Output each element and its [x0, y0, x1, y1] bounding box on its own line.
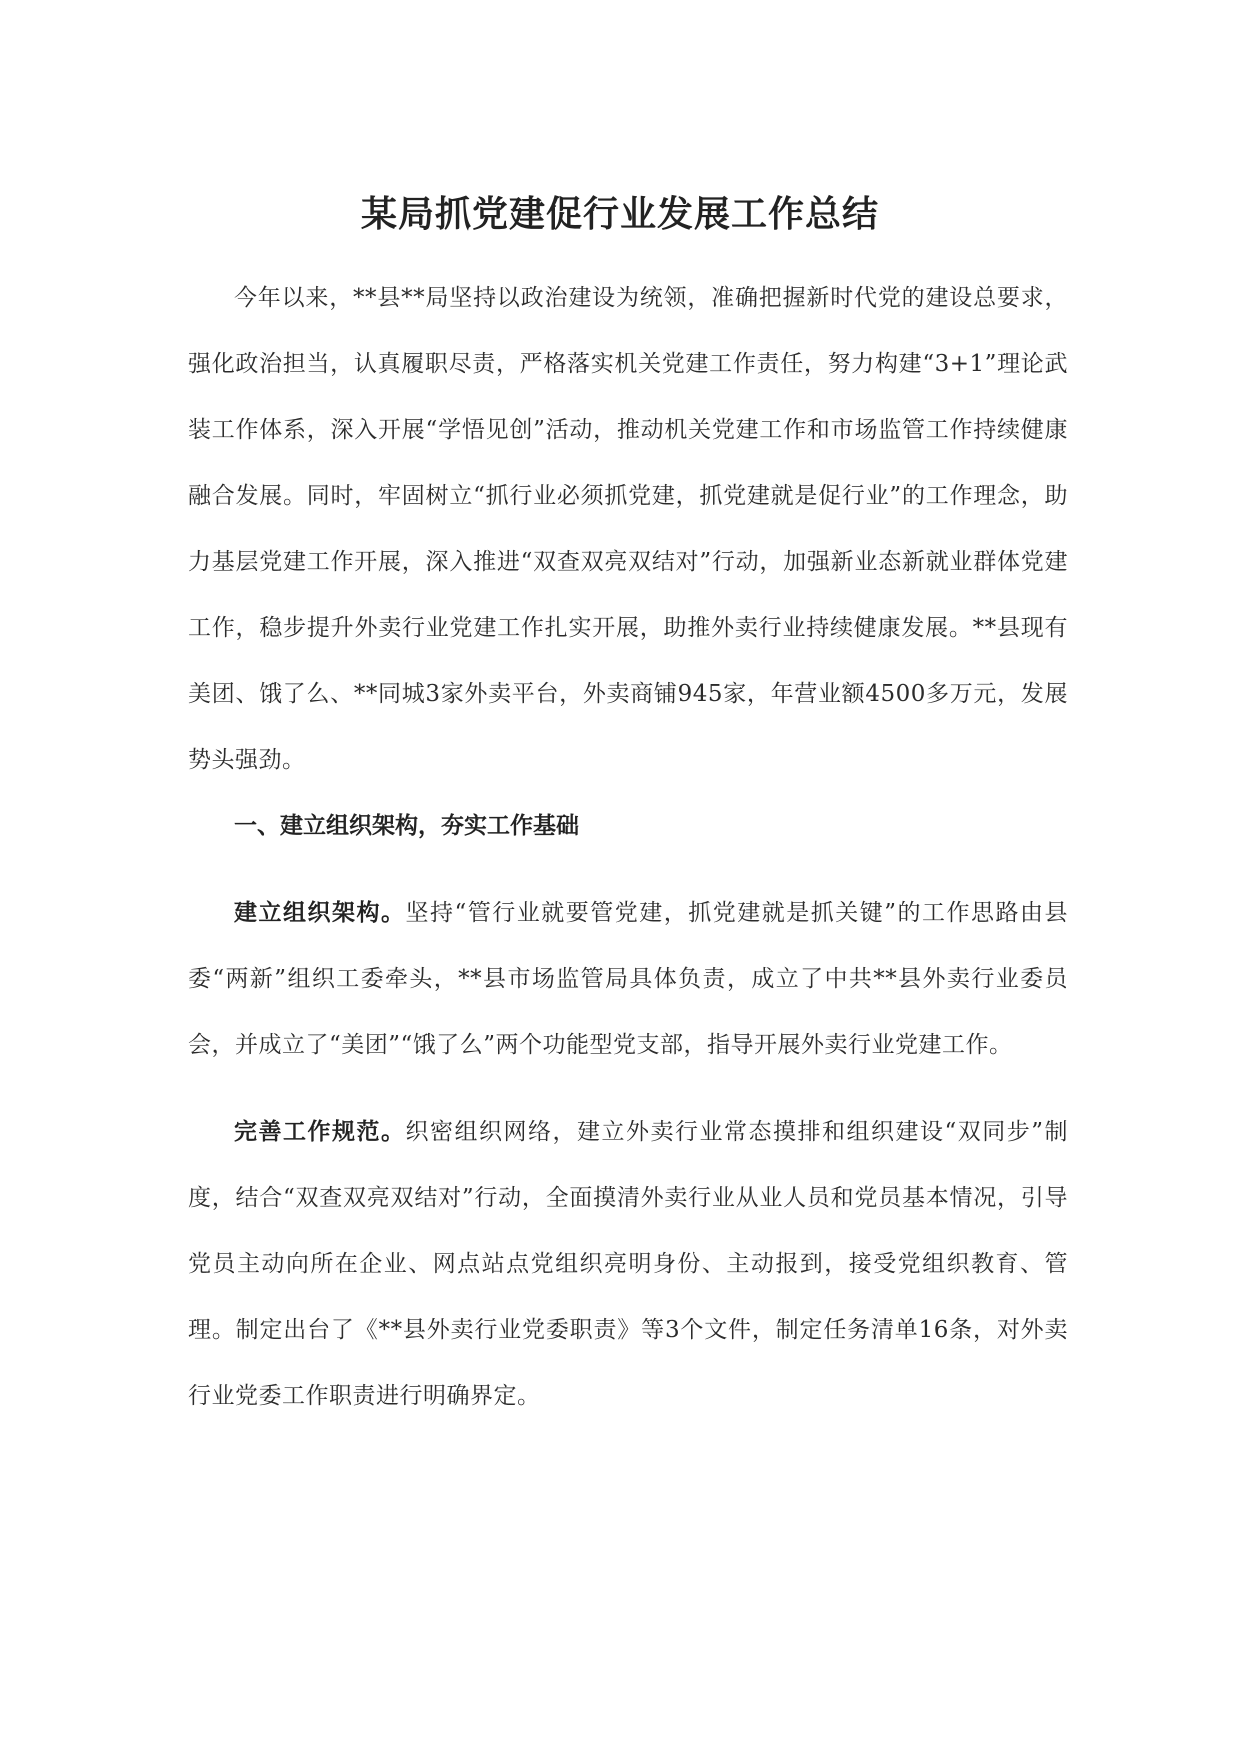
- document-body: [188, 265, 1068, 1429]
- body-paragraph: [188, 880, 1068, 1078]
- paragraph-text: 坚持“管行业就要管党建，抓党建就是抓关键”的工作思路由县委“两新”组织工委牵头，**县市场监管局具体负责，成立了中共**县外卖行业委员会，并成立了“美团”“饿了么”两个功能型党支部，指导开展外卖行业党建工作。: [188, 900, 1068, 1058]
- paragraph-lead: 完善工作规范。: [234, 1119, 406, 1145]
- body-paragraph: [188, 1099, 1068, 1429]
- paragraph-lead: 建立组织架构。: [234, 900, 406, 926]
- intro-paragraph: 今年以来，**县**局坚持以政治建设为统领，准确把握新时代党的建设总要求，强化政治担当，认真履职尽责，严格落实机关党建工作责任，努力构建“3+1”理论武装工作体系，深入开展“学悟见创”活动，推动机关党建工作和市场监管工作持续健康融合发展。同时，牢固树立“抓行业必须抓党建，抓党建就是促行业”的工作理念，助力基层党建工作开展，深入推进“双查双亮双结对”行动，加强新业态新就业群体党建工作，稳步提升外卖行业党建工作扎实开展，助推外卖行业持续健康发展。**县现有美团、饿了么、**同城3家外卖平台，外卖商铺945家，年营业额4500多万元，发展势头强劲。: [188, 285, 1068, 773]
- section-heading: 一、建立组织架构，夯实工作基础: [234, 813, 579, 839]
- document-title: 某局抓党建促行业发展工作总结: [360, 193, 879, 235]
- paragraph-text: 织密组织网络，建立外卖行业常态摸排和组织建设“双同步”制度，结合“双查双亮双结对”行动，全面摸清外卖行业从业人员和党员基本情况，引导党员主动向所在企业、网点站点党组织亮明身份、主动报到，接受党组织教育、管理。制定出台了《**县外卖行业党委职责》等3个文件，制定任务清单16条，对外卖行业党委工作职责进行明确界定。: [188, 1119, 1068, 1409]
